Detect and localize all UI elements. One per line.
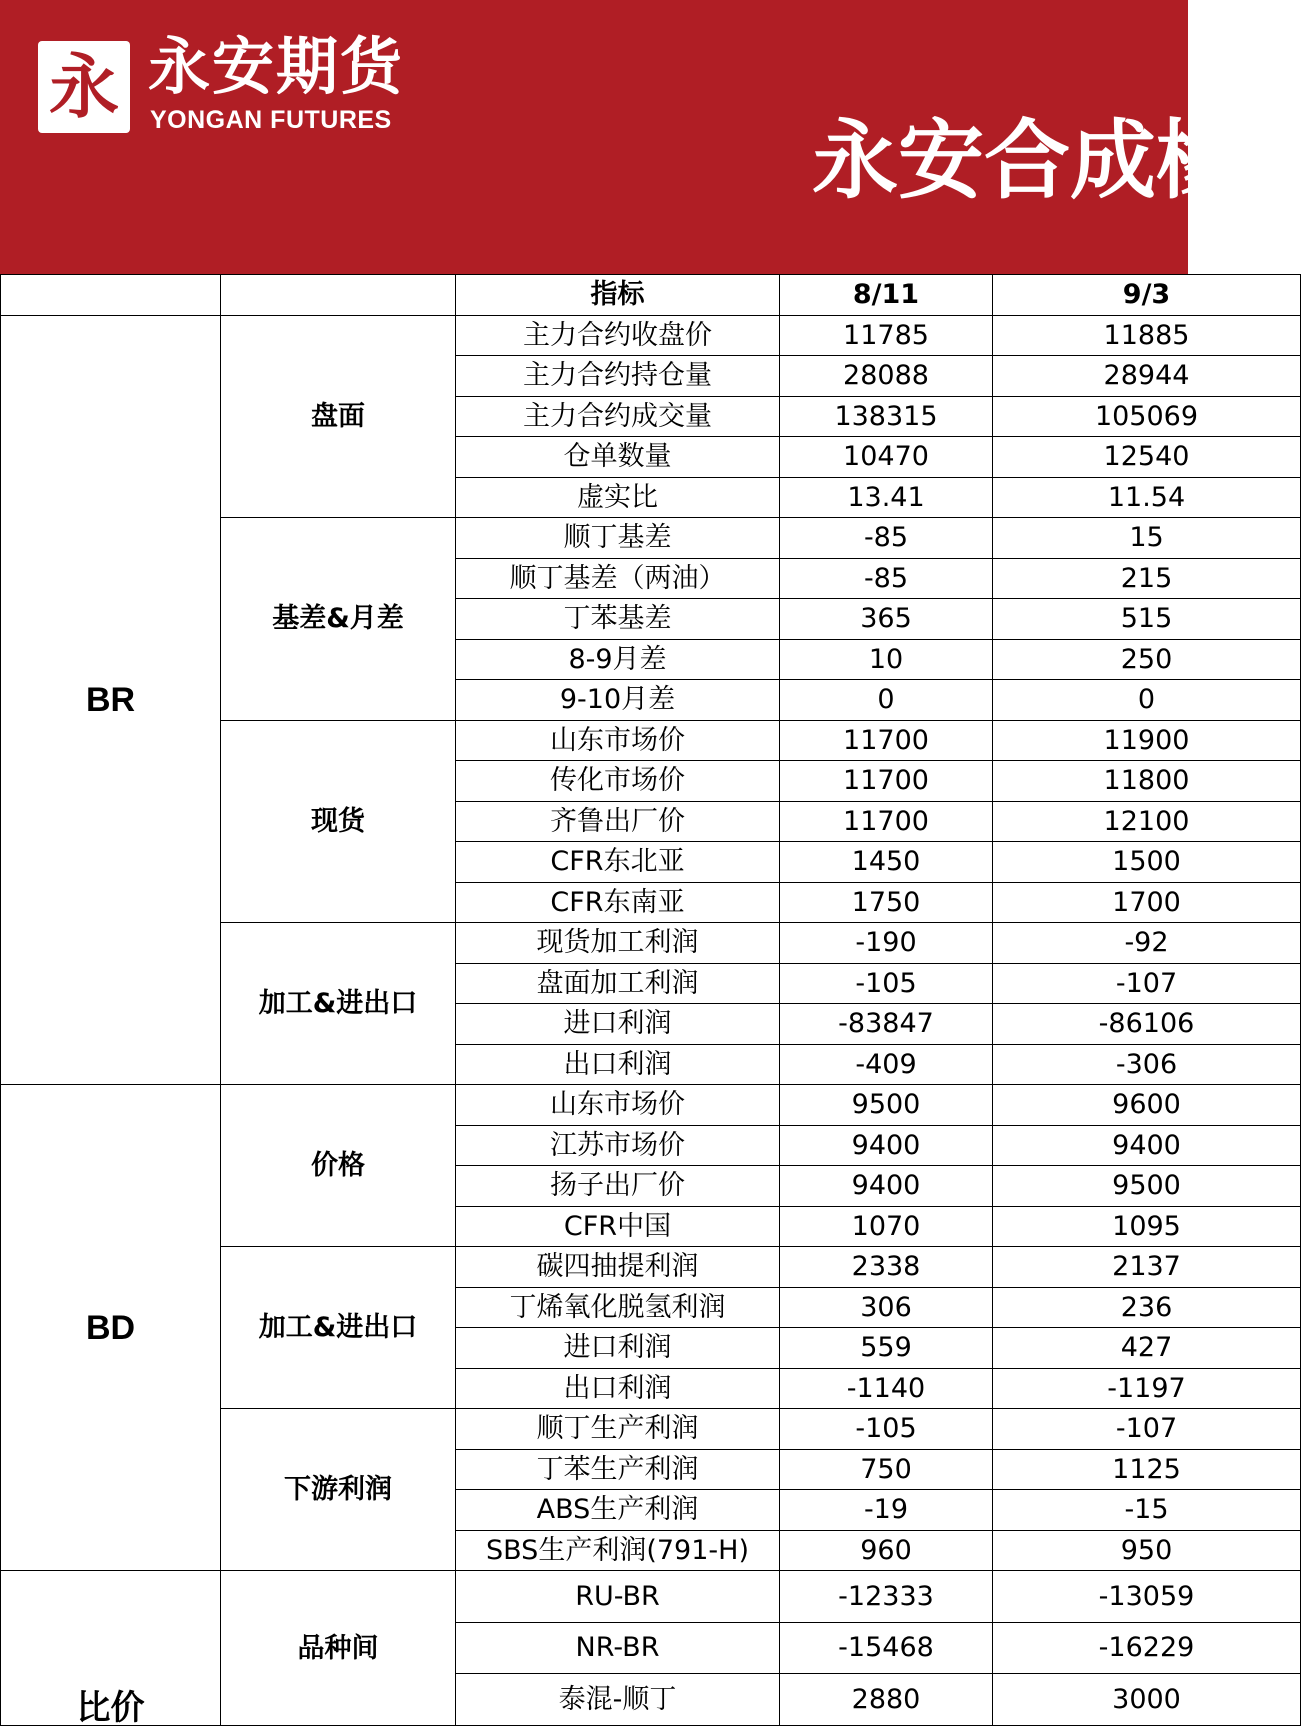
indicator-cell: NR-BR: [456, 1622, 780, 1674]
value-cell: 11885: [993, 315, 1301, 356]
report-title: 永安合成橡: [812, 111, 1242, 211]
value-cell: -85: [780, 518, 993, 559]
value-cell: 11700: [780, 801, 993, 842]
value-cell: 1070: [780, 1206, 993, 1247]
value-cell: 12100: [993, 801, 1301, 842]
value-cell: 0: [780, 680, 993, 721]
indicator-cell: 顺丁基差: [456, 518, 780, 559]
section-label: [1, 1571, 221, 1726]
value-cell: 15: [993, 518, 1301, 559]
value-cell: 28088: [780, 356, 993, 397]
value-cell: -16229: [993, 1622, 1301, 1674]
value-cell: -15468: [780, 1622, 993, 1674]
group-label: 品种间: [221, 1571, 456, 1726]
indicator-cell: 主力合约成交量: [456, 396, 780, 437]
value-cell: -105: [780, 1409, 993, 1450]
value-cell: 11785: [780, 315, 993, 356]
value-cell: -85: [780, 558, 993, 599]
header-empty-cell: [1, 275, 221, 316]
indicator-cell: 顺丁基差（两油）: [456, 558, 780, 599]
report-header: [0, 0, 1242, 274]
header-date: 8/11: [780, 275, 993, 316]
indicator-cell: CFR中国: [456, 1206, 780, 1247]
value-cell: 1125: [993, 1449, 1301, 1490]
indicator-cell: 9-10月差: [456, 680, 780, 721]
value-cell: 12540: [993, 437, 1301, 478]
value-cell: 365: [780, 599, 993, 640]
group-label: 基差&月差: [221, 518, 456, 721]
data-table: [0, 274, 1301, 1726]
indicator-cell: 齐鲁出厂价: [456, 801, 780, 842]
indicator-cell: SBS生产利润(791-H): [456, 1530, 780, 1571]
indicator-cell: RU-BR: [456, 1571, 780, 1623]
value-cell: -190: [780, 923, 993, 964]
indicator-cell: CFR东南亚: [456, 882, 780, 923]
value-cell: 9400: [780, 1166, 993, 1207]
yongan-logo-icon: [38, 41, 130, 133]
value-cell: 1500: [993, 842, 1301, 883]
group-label: 价格: [221, 1085, 456, 1247]
table-row: [1, 315, 1301, 356]
data-table-container: [0, 274, 1199, 1727]
indicator-cell: 进口利润: [456, 1004, 780, 1045]
value-cell: 9500: [780, 1085, 993, 1126]
value-cell: 250: [993, 639, 1301, 680]
value-cell: 2338: [780, 1247, 993, 1288]
group-label: 盘面: [221, 315, 456, 518]
indicator-cell: 盘面加工利润: [456, 963, 780, 1004]
value-cell: 960: [780, 1530, 993, 1571]
value-cell: 559: [780, 1328, 993, 1369]
indicator-cell: 仓单数量: [456, 437, 780, 478]
indicator-cell: 出口利润: [456, 1368, 780, 1409]
value-cell: -13059: [993, 1571, 1301, 1623]
section-label: BD: [1, 1085, 221, 1571]
value-cell: 9600: [993, 1085, 1301, 1126]
value-cell: -1140: [780, 1368, 993, 1409]
indicator-cell: 江苏市场价: [456, 1125, 780, 1166]
indicator-cell: 顺丁生产利润: [456, 1409, 780, 1450]
logo-chinese-name: 永安期货: [148, 30, 405, 103]
value-cell: 1095: [993, 1206, 1301, 1247]
indicator-cell: 丁烯氧化脱氢利润: [456, 1287, 780, 1328]
value-cell: 427: [993, 1328, 1301, 1369]
value-cell: 105069: [993, 396, 1301, 437]
header-row: [1, 275, 1301, 316]
value-cell: -409: [780, 1044, 993, 1085]
value-cell: 950: [993, 1530, 1301, 1571]
table-row: [1, 1571, 1301, 1623]
indicator-cell: 碳四抽提利润: [456, 1247, 780, 1288]
indicator-cell: 山东市场价: [456, 720, 780, 761]
indicator-cell: 传化市场价: [456, 761, 780, 802]
group-label: 下游利润: [221, 1409, 456, 1571]
value-cell: 10: [780, 639, 993, 680]
value-cell: -107: [993, 963, 1301, 1004]
value-cell: 11.54: [993, 477, 1301, 518]
indicator-cell: CFR东北亚: [456, 842, 780, 883]
table-row: [1, 1085, 1301, 1126]
value-cell: 11900: [993, 720, 1301, 761]
value-cell: -1197: [993, 1368, 1301, 1409]
value-cell: 3000: [993, 1674, 1301, 1726]
indicator-cell: ABS生产利润: [456, 1490, 780, 1531]
logo-english-name: YONGAN FUTURES: [150, 106, 392, 134]
value-cell: 9400: [780, 1125, 993, 1166]
value-cell: -306: [993, 1044, 1301, 1085]
indicator-cell: 虚实比: [456, 477, 780, 518]
value-cell: 306: [780, 1287, 993, 1328]
indicator-cell: 泰混-顺丁: [456, 1674, 780, 1726]
value-cell: -92: [993, 923, 1301, 964]
value-cell: 138315: [780, 396, 993, 437]
value-cell: -83847: [780, 1004, 993, 1045]
indicator-cell: 扬子出厂价: [456, 1166, 780, 1207]
value-cell: 2880: [780, 1674, 993, 1726]
header-empty-cell: [221, 275, 456, 316]
value-cell: 750: [780, 1449, 993, 1490]
value-cell: 9500: [993, 1166, 1301, 1207]
indicator-cell: 山东市场价: [456, 1085, 780, 1126]
section-label: BR: [1, 315, 221, 1085]
indicator-cell: 进口利润: [456, 1328, 780, 1369]
value-cell: 10470: [780, 437, 993, 478]
value-cell: -105: [780, 963, 993, 1004]
value-cell: 0: [993, 680, 1301, 721]
value-cell: 1750: [780, 882, 993, 923]
value-cell: 9400: [993, 1125, 1301, 1166]
indicator-cell: 8-9月差: [456, 639, 780, 680]
value-cell: 28944: [993, 356, 1301, 397]
indicator-cell: 丁苯生产利润: [456, 1449, 780, 1490]
value-cell: 1700: [993, 882, 1301, 923]
indicator-cell: 现货加工利润: [456, 923, 780, 964]
value-cell: 11800: [993, 761, 1301, 802]
value-cell: 215: [993, 558, 1301, 599]
value-cell: -19: [780, 1490, 993, 1531]
indicator-cell: 出口利润: [456, 1044, 780, 1085]
indicator-cell: 主力合约收盘价: [456, 315, 780, 356]
value-cell: -12333: [780, 1571, 993, 1623]
value-cell: 236: [993, 1287, 1301, 1328]
group-label: 现货: [221, 720, 456, 923]
value-cell: -15: [993, 1490, 1301, 1531]
value-cell: 11700: [780, 761, 993, 802]
section-label-text: 比价: [76, 1689, 145, 1727]
group-label: 加工&进出口: [221, 1247, 456, 1409]
indicator-cell: 主力合约持仓量: [456, 356, 780, 397]
value-cell: -107: [993, 1409, 1301, 1450]
group-label: 加工&进出口: [221, 923, 456, 1085]
value-cell: 11700: [780, 720, 993, 761]
value-cell: -86106: [993, 1004, 1301, 1045]
value-cell: 1450: [780, 842, 993, 883]
header-indicator: 指标: [456, 275, 780, 316]
indicator-cell: 丁苯基差: [456, 599, 780, 640]
header-date: 9/3: [993, 275, 1301, 316]
value-cell: 13.41: [780, 477, 993, 518]
value-cell: 2137: [993, 1247, 1301, 1288]
logo-glyph: 永: [49, 46, 119, 128]
value-cell: 515: [993, 599, 1301, 640]
